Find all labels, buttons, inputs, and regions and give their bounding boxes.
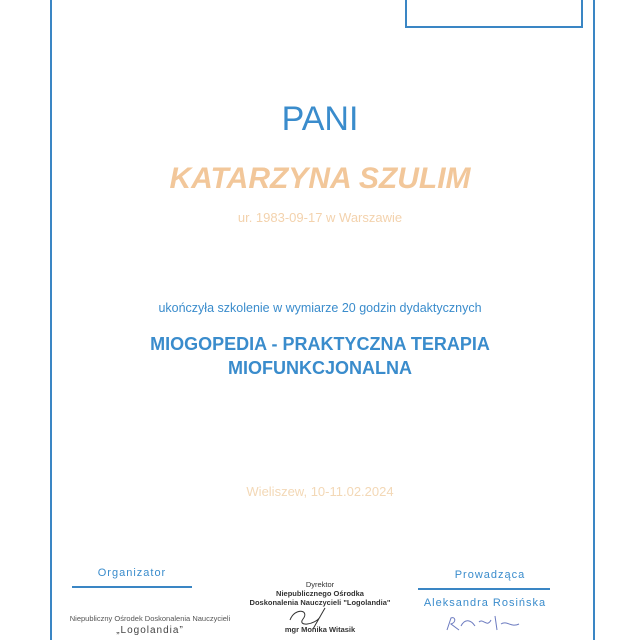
border-left: [50, 0, 52, 640]
title: PANI: [281, 100, 359, 138]
director-line2: Niepublicznego Ośrodka: [276, 589, 364, 598]
trainer-label: Prowadząca: [454, 569, 526, 581]
birth-info: ur. 1983-09-17 w Warszawie: [237, 210, 403, 225]
director-line1: Dyrektor: [305, 580, 335, 589]
trainer-line: [418, 588, 550, 590]
place-date: Wieliszew, 10-11.02.2024: [246, 484, 394, 499]
trainer-name: Aleksandra Rosińska: [423, 597, 547, 609]
organizer-name-2: „Logolandia”: [116, 625, 184, 636]
header-box: [405, 0, 583, 28]
completion-text: ukończyła szkolenie w wymiarze 20 godzin dydaktycznych: [158, 301, 482, 315]
organizer-line: [72, 586, 192, 588]
recipient-name: KATARZYNA SZULIM: [169, 162, 471, 195]
organizer-name: Niepubliczny Ośrodek Doskonalenia Nauczycieli: [69, 614, 231, 623]
trainer-signature: [445, 612, 525, 634]
border-right: [593, 0, 595, 640]
course-title-line1: MIOGOPEDIA - PRAKTYCZNA TERAPIA: [150, 334, 490, 354]
organizer-label: Organizator: [97, 567, 167, 579]
director-name: mgr Monika Witasik: [284, 625, 356, 634]
director-line3: Doskonalenia Nauczycieli "Logolandia": [249, 598, 391, 607]
director-title: [230, 580, 410, 607]
course-title-line2: MIOFUNKCJONALNA: [228, 358, 412, 378]
